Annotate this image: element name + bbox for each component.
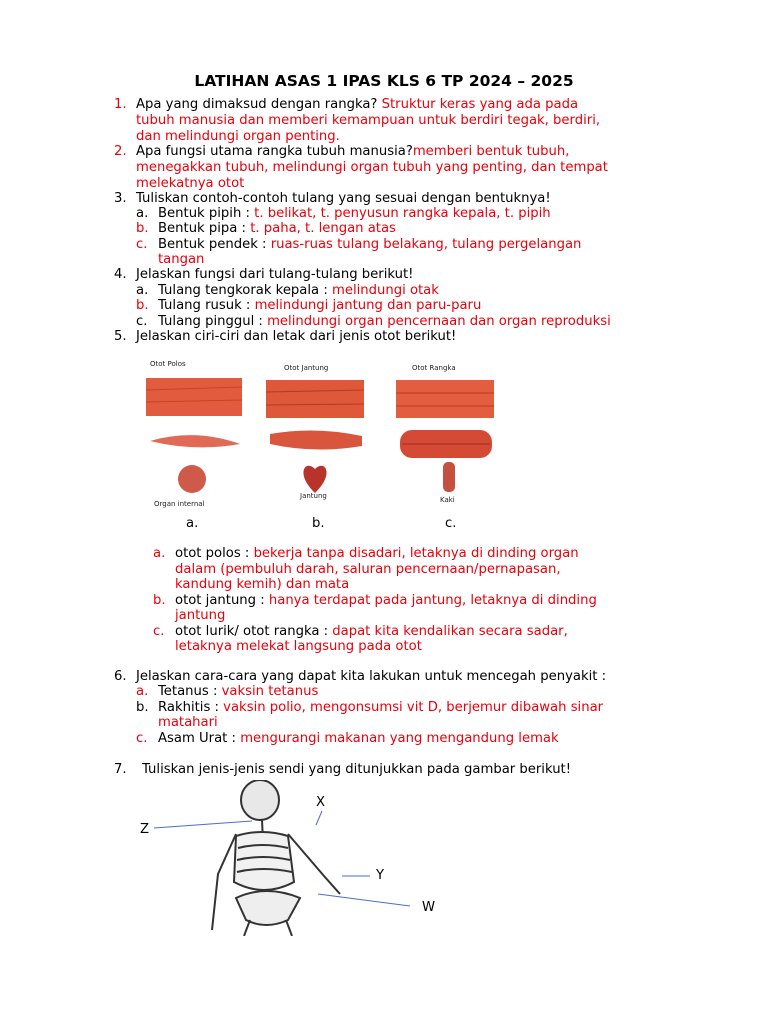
q5-b-answer: hanya terdapat pada jantung, letaknya di dinding (268, 593, 597, 608)
q1-answer: Struktur keras yang ada pada (381, 97, 579, 112)
q2-answer: memberi bentuk tubuh, (412, 144, 570, 159)
q5-c-item (175, 624, 568, 640)
q3-c-letter: c. (136, 237, 148, 252)
heart-label: Jantung (300, 492, 327, 500)
q3-c-item (158, 237, 581, 253)
q4-b-item (158, 298, 481, 314)
q6-number: 6. (114, 669, 127, 684)
q3-a-item (158, 206, 551, 222)
q6-a-key: Tetanus : (158, 684, 218, 699)
right-arm (288, 834, 340, 894)
q2-question: Apa fungsi utama rangka tubuh manusia? (136, 144, 413, 159)
q3-number: 3. (114, 191, 127, 206)
internal-organ-label: Organ internal (154, 500, 205, 508)
left-arm (212, 834, 236, 930)
q6-a-answer: vaksin tetanus (221, 684, 319, 699)
skeletal-muscle-label: Otot Rangka (412, 364, 456, 372)
q6-question: Jelaskan cara-cara yang dapat kita lakukan untuk mencegah penyakit : (136, 669, 607, 684)
figure-letter-c: c. (445, 516, 457, 531)
q4-c-answer: melindungi organ pencernaan dan organ reproduksi (267, 314, 611, 329)
q3-c-key: Bentuk pendek : (158, 237, 267, 252)
q4-b-letter: b. (136, 298, 149, 313)
q6-b-answer: vaksin polio, mengonsumsi vit D, berjemur dibawah sinar (223, 700, 604, 715)
internal-organ-icon (178, 465, 206, 493)
figure-letter-b: b. (312, 516, 325, 531)
joint-label-z: Z (140, 822, 150, 837)
q5-a-item (175, 546, 579, 562)
q1-line1 (136, 97, 578, 113)
q4-a-key: Tulang tengkorak kepala : (158, 283, 328, 298)
q4-question: Jelaskan fungsi dari tulang-tulang berikut! (136, 267, 414, 282)
q6-b-key: Rakhitis : (158, 700, 219, 715)
q7-number: 7. (114, 762, 127, 777)
q5-a-answer-line3: kandung kemih) dan mata (175, 577, 350, 592)
q3-b-key: Bentuk pipa : (158, 221, 246, 236)
q6-c-answer: mengurangi makanan yang mengandung lemak (240, 731, 559, 746)
q5-number: 5. (114, 329, 127, 344)
smooth-muscle-tissue (146, 378, 242, 416)
q6-b-answer-line2: matahari (158, 715, 218, 730)
right-leg (286, 920, 292, 936)
q6-a-item (158, 684, 318, 700)
q3-a-answer: t. belikat, t. penyusun rangka kepala, t. pipih (254, 206, 551, 221)
leg-icon (443, 462, 455, 492)
joint-label-y: Y (376, 868, 385, 883)
pointer-w (318, 894, 410, 906)
q3-question: Tuliskan contoh-contoh tulang yang sesuai dengan bentuknya! (136, 191, 551, 206)
q5-c-answer: dapat kita kendalikan secara sadar, (332, 624, 568, 639)
q5-a-letter: a. (153, 546, 166, 561)
q5-question: Jelaskan ciri-ciri dan letak dari jenis otot berikut! (136, 329, 457, 344)
q2-answer-line2: menegakkan tubuh, melindungi organ tubuh yang penting, dan tempat (136, 160, 608, 175)
q4-a-letter: a. (136, 283, 149, 298)
q5-b-item (175, 593, 597, 609)
skeletal-muscle-tissue (396, 380, 494, 418)
q5-c-key: otot lurik/ otot rangka : (175, 624, 329, 639)
q3-a-key: Bentuk pipih : (158, 206, 250, 221)
q3-b-item (158, 221, 396, 237)
q4-b-key: Tulang rusuk : (158, 298, 251, 313)
q2-number: 2. (114, 144, 127, 159)
joint-label-x: X (316, 795, 326, 810)
q1-answer-line2: tubuh manusia dan memberi kemampuan untuk berdiri tegak, berdiri, (136, 113, 601, 128)
cardiac-muscle-label: Otot Jantung (284, 364, 329, 372)
q6-c-item (158, 731, 559, 747)
leg-label: Kaki (440, 496, 455, 504)
q4-c-letter: c. (136, 314, 148, 329)
q4-b-answer: melindungi jantung dan paru-paru (254, 298, 482, 313)
q5-a-key: otot polos : (175, 546, 250, 561)
q3-a-letter: a. (136, 206, 149, 221)
q5-c-letter: c. (153, 624, 165, 639)
q5-b-letter: b. (153, 593, 166, 608)
q1-answer-line3: dan melindungi organ penting. (136, 129, 340, 144)
q5-b-key: otot jantung : (175, 593, 265, 608)
cardiac-muscle-tissue (266, 380, 364, 418)
q6-c-key: Asam Urat : (158, 731, 236, 746)
q4-c-item (158, 314, 611, 330)
q6-b-letter: b. (136, 700, 149, 715)
pointer-x (316, 811, 322, 825)
q6-b-item (158, 700, 603, 716)
q3-b-letter: b. (136, 221, 149, 236)
q1-number: 1. (114, 97, 127, 112)
q3-c-answer: ruas-ruas tulang belakang, tulang pergelangan (270, 237, 582, 252)
q5-c-answer-line2: letaknya melekat langsung pada otot (175, 639, 422, 654)
q3-b-answer: t. paha, t. lengan atas (250, 221, 396, 236)
q5-a-answer: bekerja tanpa disadari, letaknya di dinding organ (253, 546, 579, 561)
figure-letter-a: a. (186, 516, 199, 531)
left-leg (244, 920, 250, 936)
q2-line1 (136, 144, 569, 160)
q5-a-answer-line2: dalam (pembuluh darah, saluran pencernaan/pernapasan, (175, 562, 561, 577)
q6-c-letter: c. (136, 731, 148, 746)
joint-label-w: W (422, 900, 436, 915)
q3-c-answer-line2: tangan (158, 252, 205, 267)
q4-c-key: Tulang pinggul : (158, 314, 263, 329)
smooth-muscle-label: Otot Polos (150, 360, 186, 368)
q5-b-answer-line2: jantung (175, 608, 226, 623)
skeleton-figure (138, 780, 448, 936)
q6-a-letter: a. (136, 684, 149, 699)
q4-number: 4. (114, 267, 127, 282)
pelvis (236, 891, 300, 925)
q7-question: Tuliskan jenis-jenis sendi yang ditunjukkan pada gambar berikut! (142, 762, 572, 777)
q4-a-answer: melindungi otak (331, 283, 439, 298)
page-title: LATIHAN ASAS 1 IPAS KLS 6 TP 2024 – 2025 (194, 72, 574, 90)
ribcage (234, 832, 294, 890)
skull-icon (241, 780, 279, 820)
pointer-z (154, 821, 252, 828)
q4-a-item (158, 283, 439, 299)
q1-question: Apa yang dimaksud dengan rangka? (136, 97, 378, 112)
muscle-types-figure (140, 356, 500, 512)
q2-answer-line3: melekatnya otot (136, 176, 245, 191)
